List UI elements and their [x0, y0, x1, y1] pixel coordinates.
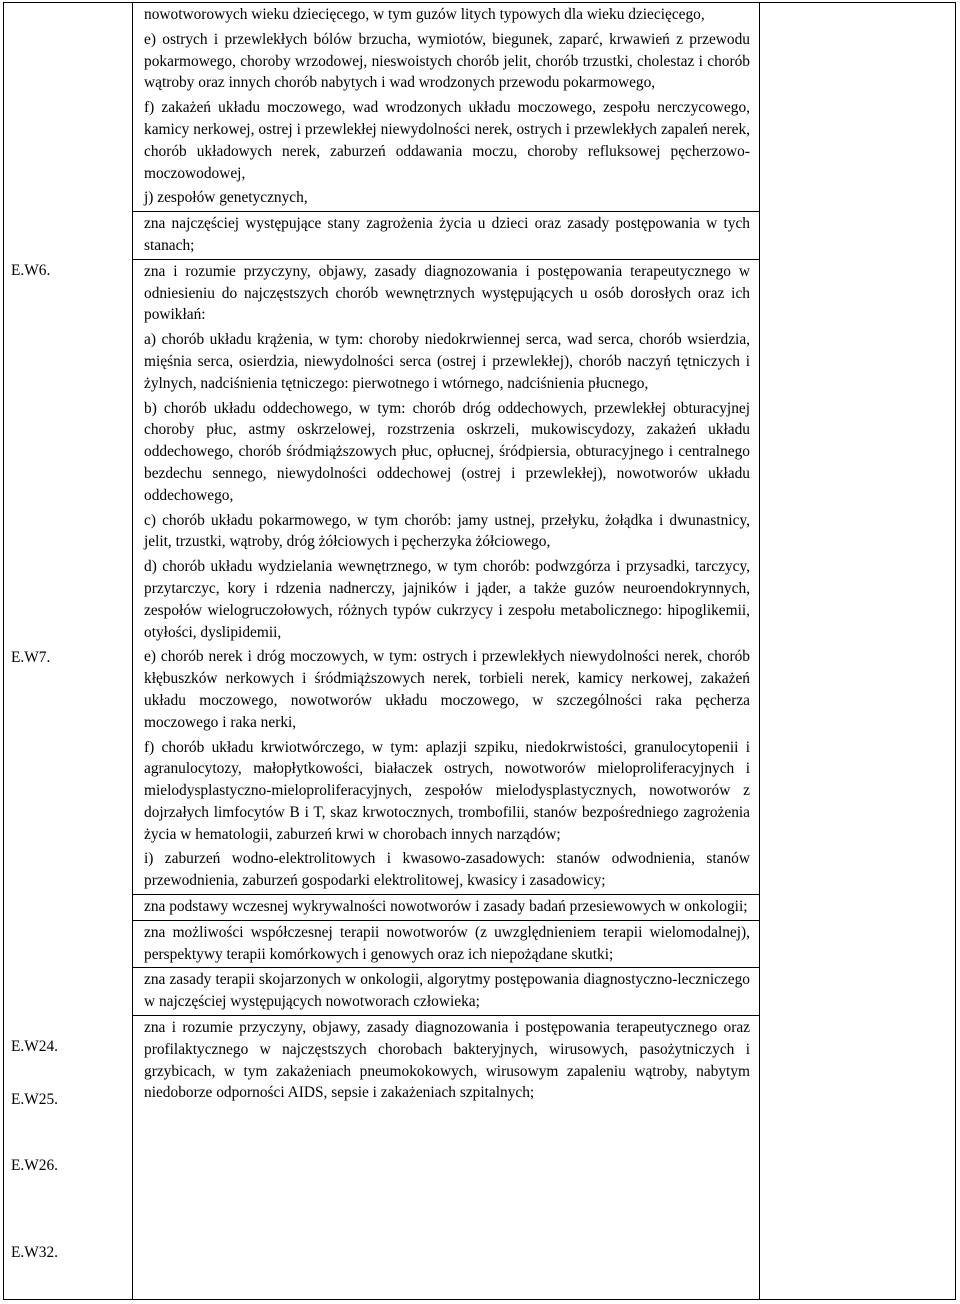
paragraph: zna zasady terapii skojarzonych w onkologii, algorytmy postępowania diagnostyczno-leczniczego w najczęściej występujących nowotworach człowieka; [144, 971, 750, 1011]
paragraph: c) chorób układu pokarmowego, w tym chorób: jamy ustnej, przełyku, żołądka i dwunastnicy, jelit, trzustki, wątroby, dróg żółciowych i pęcherzyka żółciowego, [144, 511, 750, 551]
code-label-ew32: E.W32. [11, 1244, 59, 1261]
description-column [133, 3, 759, 1106]
paragraph: f) zakażeń układu moczowego, wad wrodzonych układu moczowego, zespołu nerczycowego, kamicy nerkowej, ostrej i przewlekłej niewydolności nerek, ostrych i przewlekłych zapaleń nerek, chorób układowych nerek, zaburzeń oddawania moczu, choroby refluksowej pęcherzowo-moczowodowej, [144, 99, 750, 182]
table-row [133, 1016, 759, 1106]
paragraph: nowotworowych wieku dziecięcego, w tym guzów litych typowych dla wieku dziecięcego, [144, 6, 705, 23]
table-row [133, 895, 759, 921]
paragraph: zna i rozumie przyczyny, objawy, zasady diagnozowania i postępowania terapeutycznego oraz profilaktycznego w najczęstszych chorobach bakteryjnych, wirusowych, pasożytniczych i grzybicach, w tym zakażeniach pneumokokowych, wirusowym zapaleniu wątroby, nabytym niedoborze odporności AIDS, sepsie i zakażeniach szpitalnych; [144, 1019, 750, 1102]
table-row [133, 921, 759, 969]
code-label-ew7: E.W7. [11, 649, 51, 666]
table-row [133, 3, 759, 212]
paragraph: b) chorób układu oddechowego, w tym: chorób dróg oddechowych, przewlekłej obturacyjnej choroby płuc, astmy oskrzelowej, rozstrzenia oskrzeli, mukowiscydozy, zakażeń układu oddechowego, chorób śródmiąższowych płuc, opłucnej, śródpiersia, obturacyjnego i centralnego bezdechu sennego, niewydolności oddechowej (ostrej i przewlekłej), nowotworów układu oddechowego, [144, 399, 750, 504]
code-label-ew24: E.W24. [11, 1038, 59, 1055]
paragraph: zna najczęściej występujące stany zagrożenia życia u dzieci oraz zasady postępowania w tych stanach; [144, 215, 750, 254]
paragraph: e) chorób nerek i dróg moczowych, w tym: ostrych i przewlekłych niewydolności nerek, chorób kłębuszków nerkowych i śródmiąższowych nerek, torbieli nerek, kamicy nerkowej, zakażeń układu moczowego, nowotworów układu moczowego, w szczególności raka pęcherza moczowego i raka nerki, [144, 648, 750, 731]
paragraph: i) zaburzeń wodno-elektrolitowych i kwasowo-zasadowych: stanów odwodnienia, stanów przewodnienia, zaburzeń gospodarki elektrolitowej, kwasicy i zasadowicy; [144, 850, 750, 890]
paragraph: zna możliwości współczesnej terapii nowotworów (z uwzględnieniem terapii wielomodalnej), perspektywy terapii komórkowych i genowych oraz ich niepożądane skutki; [144, 923, 750, 963]
code-label-ew26: E.W26. [11, 1157, 59, 1174]
code-label-ew25: E.W25. [11, 1091, 59, 1108]
paragraph: zna i rozumie przyczyny, objawy, zasady diagnozowania i postępowania terapeutycznego w odniesieniu do najczęstszych chorób wewnętrznych występujących u osób dorosłych oraz ich powikłań: [144, 262, 750, 324]
table-row [133, 260, 759, 895]
paragraph: a) chorób układu krążenia, w tym: choroby niedokrwiennej serca, wad serca, chorób wsierdzia, mięśnia serca, osierdzia, niewydolności serca (ostrej i przewlekłej), chorób naczyń tętniczych i żylnych, nadciśnienia tętniczego: pierwotnego i wtórnego, nadciśnienia płucnego, [144, 331, 750, 392]
table-row [133, 212, 759, 260]
paragraph: j) zespołów genetycznych, [144, 189, 308, 207]
paragraph: d) chorób układu wydzielania wewnętrznego, w tym chorób: podwzgórza i przysadki, tarczycy, przytarczyc, kory i rdzenia nadnerczy, jajników i jąder, a także guzów neuroendokrynnych, zespołów wielogruczołowych, różnych typów cukrzycy i zespołu metabolicznego: hipoglikemii, otyłości, dyslipidemii, [144, 558, 750, 641]
outcomes-table [3, 2, 956, 1300]
table-row [133, 968, 759, 1016]
paragraph: zna podstawy wczesnej wykrywalności nowotworów i zasady badań przesiewowych w onkologii; [144, 898, 748, 916]
column-divider-right [759, 3, 760, 1299]
code-label-ew6: E.W6. [11, 262, 51, 279]
paragraph: f) chorób układu krwiotwórczego, w tym: aplazji szpiku, niedokrwistości, granulocytopenii i agranulocytozy, małopłytkowości, białaczek ostrych, nowotworów mieloproliferacyjnych i mielodysplastyczno-mieloproliferacyjnych, zespołów mielodysplastycznych, nowotworów z dojrzałych limfocytów B i T, skaz krwotocznych, trombofilii, stanów bezpośredniego zagrożenia życia w hematologii, zaburzeń krwi w chorobach innych narządów; [144, 738, 750, 843]
paragraph: e) ostrych i przewlekłych bólów brzucha, wymiotów, biegunek, zaparć, krwawień z przewodu pokarmowego, choroby wrzodowej, nieswoistych chorób jelit, chorób trzustki, cholestaz i chorób wątroby oraz innych chorób nabytych i wad wrodzonych przewodu pokarmowego, [144, 30, 750, 92]
